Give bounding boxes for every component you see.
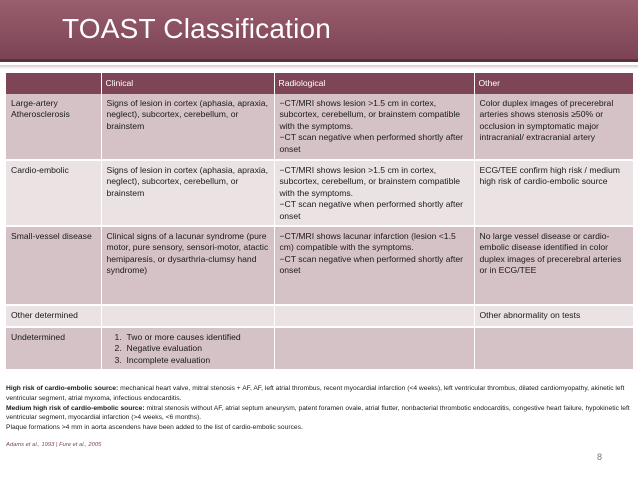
radiological-line: −CT/MRI shows lesion >1.5 cm in cortex, subcortex, cerebellum, or brainstem compatible with the symptoms. bbox=[279, 165, 461, 198]
table-row bbox=[6, 226, 633, 305]
table-row bbox=[6, 327, 633, 370]
category-cell: Undetermined bbox=[6, 327, 101, 370]
note-label: Medium high risk of cardio-embolic source: bbox=[6, 404, 145, 412]
plaque-note: Plaque formations >4 mm in aorta ascendens have been added to the list of cardio-embolic sources. bbox=[6, 424, 303, 432]
radiological-line: −CT scan negative when performed shortly after onset bbox=[279, 199, 464, 221]
title-divider bbox=[0, 65, 638, 69]
table-row bbox=[6, 305, 633, 327]
radiological-line: −CT scan negative when performed shortly after onset bbox=[279, 132, 464, 154]
list-number: 1. bbox=[114, 332, 122, 343]
clinical-cell: Signs of lesion in cortex (aphasia, apraxia, neglect), subcortex, cerebellum, or brainstem bbox=[101, 160, 274, 226]
table-header-row bbox=[6, 73, 633, 94]
category-cell: Large-artery Atherosclerosis bbox=[6, 94, 101, 160]
toast-classification-table bbox=[6, 73, 634, 371]
list-text: Incomplete evaluation bbox=[126, 354, 211, 365]
clinical-cell bbox=[101, 305, 274, 327]
category-cell: Cardio-embolic bbox=[6, 160, 101, 226]
radiological-line: −CT scan negative when performed shortly after onset bbox=[279, 253, 464, 276]
medium-risk-note bbox=[6, 404, 633, 424]
radiological-cell bbox=[274, 327, 474, 370]
radiological-cell bbox=[274, 94, 474, 160]
note-text: mitral stenosis without AF, atrial septum aneurysm, patent foramen ovale, atrial flutter, nonbacterial thrombotic endocarditis, congestive heart failure, hypokinetic left ventricular segment, myocardial infarction (>4 weeks, <6 months). bbox=[6, 404, 630, 422]
header-clinical: Clinical bbox=[101, 73, 274, 94]
other-cell bbox=[474, 327, 633, 370]
list-text: Negative evaluation bbox=[126, 343, 202, 354]
undetermined-list bbox=[107, 332, 270, 366]
list-number: 3. bbox=[114, 354, 122, 365]
radiological-cell bbox=[274, 305, 474, 327]
page-number: 8 bbox=[597, 452, 603, 462]
clinical-cell: Signs of lesion in cortex (aphasia, apraxia, neglect), subcortex, cerebellum, or brainstem bbox=[101, 94, 274, 160]
other-cell: No large vessel disease or cardio-embolic disease identified in color duplex images of precerebral arteries or in ECG/TEE bbox=[474, 226, 633, 305]
table-row bbox=[6, 94, 633, 160]
category-cell: Other determined bbox=[6, 305, 101, 327]
high-risk-note bbox=[6, 384, 633, 404]
list-number: 2. bbox=[114, 343, 122, 354]
citation: Adams et al., 1993 | Fure et al., 2005 bbox=[6, 442, 102, 448]
note-label: High risk of cardio-embolic source: bbox=[6, 385, 119, 392]
clinical-cell bbox=[101, 327, 274, 370]
other-cell: ECG/TEE confirm high risk / medium high risk of cardio-embolic source bbox=[474, 160, 633, 226]
other-cell: Other abnormality on tests bbox=[474, 305, 633, 327]
radiological-cell bbox=[274, 160, 474, 226]
other-cell: Color duplex images of precerebral arteries shows stenosis ≥50% or occlusion in symptomatic major intracranial/ extracranial artery bbox=[474, 94, 633, 160]
category-cell: Small-vessel disease bbox=[6, 226, 101, 305]
list-item bbox=[115, 332, 270, 343]
footnotes bbox=[6, 384, 633, 433]
radiological-line: −CT/MRI shows lesion >1.5 cm in cortex, subcortex, cerebellum, or brainstem compatible with the symptoms. bbox=[279, 98, 461, 131]
list-item bbox=[115, 343, 270, 354]
radiological-cell bbox=[274, 226, 474, 305]
header-empty bbox=[6, 73, 101, 94]
header-other: Other bbox=[474, 73, 633, 94]
radiological-line: −CT/MRI shows lacunar infarction (lesion <1.5 cm) compatible with the symptoms. bbox=[279, 231, 456, 253]
note-text: mechanical heart valve, mitral stenosis + AF, AF, left atrial thrombus, recent myocardial infarction (<4 weeks), left ventricular thrombus, dilated cardiomyopathy, akinetic left ventricular segment, atrial myxoma, infectious endocarditis. bbox=[6, 385, 625, 402]
table-row bbox=[6, 160, 633, 226]
list-text: Two or more causes identified bbox=[126, 332, 241, 343]
title-bar bbox=[0, 0, 638, 62]
header-radiological: Radiological bbox=[274, 73, 474, 94]
list-item bbox=[115, 355, 270, 366]
clinical-cell: Clinical signs of a lacunar syndrome (pure motor, pure sensory, sensori-motor, atactic hemiparesis, or dysarthria-clumsy hand syndrome) bbox=[101, 226, 274, 305]
slide-title: TOAST Classification bbox=[62, 13, 332, 44]
